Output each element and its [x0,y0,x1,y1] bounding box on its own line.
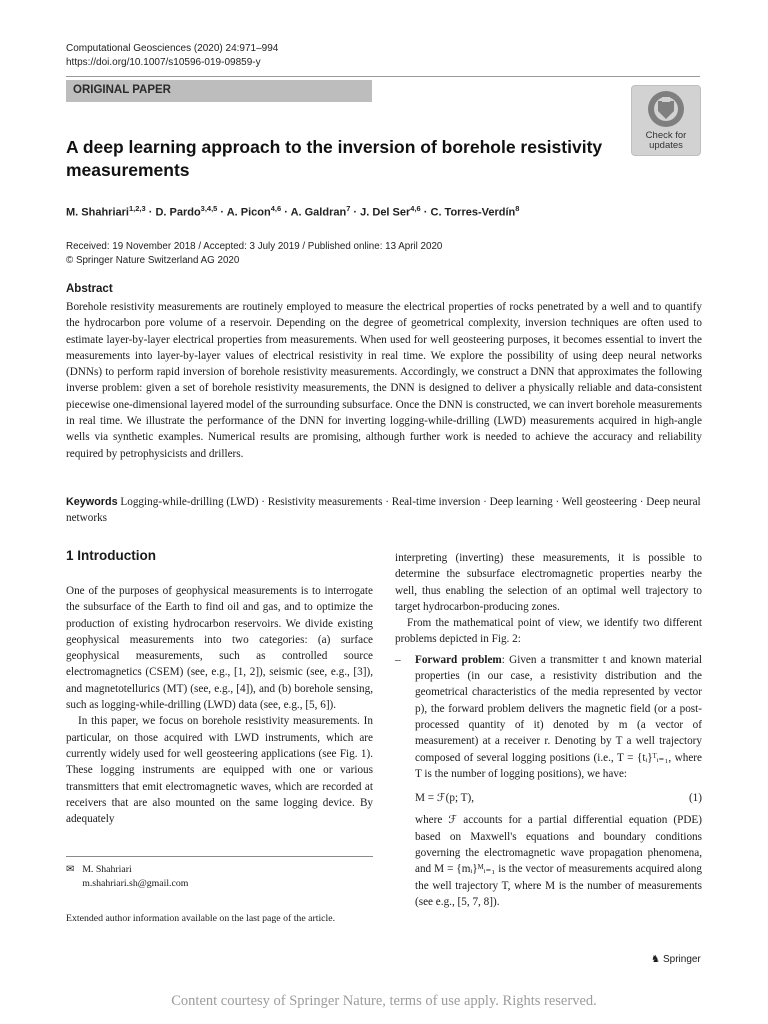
author[interactable]: M. Shahriari [66,206,129,219]
author-affiliation: 7 [346,204,351,213]
extended-author-info: Extended author information available on the last page of the article. [66,913,336,924]
right-paragraph-1: interpreting (inverting) these measurements, it is possible to determine the subsurface electromagnetic properties nearby the well, thus enabling the selection of an optimal well trajectory to target hydrocarbon-producing zones. [395,552,702,613]
forward-problem-text: : Given a transmitter t and known material properties (in our case, a resistivity distribution and the geometrical characteristics of the media represented by vector p), the forward problem delivers the magnetic field (or a post-processed quantity of it) denoted by m (a vector of measurement) at a receiver r. Denoting by T a well trajectory composed of several logging positions (i.e., T = {tᵢ}ᵀᵢ₌₁, where T is the number of logging positions), we have: [415,653,703,780]
article-type-banner [66,80,372,102]
author-affiliation: 4,6 [410,204,421,213]
doi-link[interactable]: https://doi.org/10.1007/s10596-019-09859-y [66,57,261,68]
received-accepted-published: Received: 19 November 2018 / Accepted: 3 July 2019 / Published online: 13 April 2020 [66,241,443,252]
corresponding-email[interactable]: m.shahriari.sh@gmail.com [82,878,189,889]
keywords-heading: Keywords [66,496,118,508]
keywords-list: Logging-while-drilling (LWD) · Resistivity measurements · Real-time inversion · Deep learning · Well geosteering · Deep neural networks [66,496,701,525]
corresponding-author [66,863,188,891]
author-affiliation: 3,4,5 [200,204,218,213]
footnote-rule [66,856,373,857]
author[interactable]: D. Pardo [155,206,201,219]
equation-number: (1) [688,792,702,805]
badge-line1: Check for [645,130,687,141]
author-affiliation: 1,2,3 [128,204,146,213]
right-paragraph-2: From the mathematical point of view, we identify two different problems depicted in Fig. 2: [395,617,702,646]
journal-header [66,42,278,70]
equation-1 [415,790,702,806]
abstract-heading: Abstract [66,283,113,295]
update-check-icon [646,89,686,131]
paper-title: A deep learning approach to the inversion of borehole resistivity measurements [66,137,603,180]
left-column [66,583,373,827]
keywords [66,494,702,527]
author[interactable]: A. Galdran [290,206,347,219]
publisher-logo [651,954,701,965]
intro-paragraph-2: In this paper, we focus on borehole resistivity measurements. In particular, on those acquired with LWD instruments, which are currently widely used for well geosteering applications (see Fig. 1). These logging instruments are equipped with one or various transmitters that emit electromagnetic waves, which are recorded at receivers that are also mounted on the same logging device. By adequately [66,715,373,826]
corresponding-name: M. Shahriari [82,864,132,875]
springer-horse-icon: ♞ [651,954,660,965]
section-heading: 1 Introduction [66,548,156,563]
list-dash: – [395,653,401,666]
author[interactable]: C. Torres-Verdín [430,206,516,219]
article-type-label: ORIGINAL PAPER [73,84,171,96]
author-affiliation: 8 [515,204,520,213]
badge-line2: updates [649,140,683,151]
author-list: M. Shahriari$^{1,2,3}$ · D. Pardo$^{3,4,5}$ · A. Picon$^{4,6}$ · A. Galdran$^7$ · J. Del Ser$^{4,6}$ · C. Torres-Verdín$^8$ [66,204,520,219]
header-rule [66,76,700,77]
intro-paragraph-1: One of the purposes of geophysical measurements is to interrogate the subsurface of the Earth to find oil and gas, and to optimize the production of existing hydrocarbon reservoirs. We divide existing geophysical measurements into two categories: (a) surface geophysical measurements, such as controlled source electromagnetics (CSEM) (see, e.g., [1, 2]), seismic (see, e.g., [3]), and magnetotellurics (MT) (see, e.g., [4]), and (b) borehole sensing, such as logging-while-drilling (LWD) data (see, e.g., [5, 6]). [66,585,373,712]
check-for-updates-badge[interactable] [631,85,701,156]
courtesy-watermark: Content courtesy of Springer Nature, terms of use apply. Rights reserved. [171,993,597,1009]
journal-citation: Computational Geosciences (2020) 24:971–994 [66,43,279,54]
author[interactable]: J. Del Ser [360,206,411,219]
author-affiliation: 4,6 [270,204,282,213]
forward-problem-item [395,652,702,910]
copyright: © Springer Nature Switzerland AG 2020 [66,255,240,266]
mail-icon: ✉ [66,864,75,875]
equation-explanation: where ℱ accounts for a partial differential equation (PDE) based on Maxwell's equations and boundary conditions governing the electromagnetic wave propagation phenomena, and M = {mᵢ}ᴹᵢ₌₁ is the vector of measurements acquired along the well trajectory T, where M is the number of measurements (see e.g., [5, 7, 8]). [415,814,702,908]
publication-dates [66,240,442,268]
forward-problem-label: Forward problem [415,653,502,666]
publisher-name: Springer [662,954,701,965]
author[interactable]: A. Picon [226,206,271,219]
equation-body: M = ℱ(p; T), [415,792,475,805]
right-column [395,550,702,910]
abstract-text: Borehole resistivity measurements are routinely employed to measure the electrical properties of rocks penetrated by a well and to quantify the hydrocarbon pore volume of a reservoir. Depending on the degree of geometrical complexity, inversion techniques are often used to estimate layer-by-layer electrical properties from measurements. When used for well geosteering purposes, it becomes essential to invert the measurements into layer-by-layer values of electrical resistivity in real time. We explore the possibility of using deep neural networks (DNNs) to perform rapid inversion of borehole resistivity measurements. Accordingly, we construct a DNN that approximates the following inverse problem: given a set of borehole resistivity measurements, the DNN is designed to deliver a physically reliable and data-consistent piecewise one-dimensional layered model of the surrounding subsurface. Once the DNN is constructed, we can invert borehole measurements in real time. We illustrate the performance of the DNN for inverting logging-while-drilling (LWD) measurements acquired in high-angle wells via synthetic examples. Numerical results are promising, although further work is needed to achieve the accuracy and reliability required by petrophysicists and drillers. [66,301,702,460]
